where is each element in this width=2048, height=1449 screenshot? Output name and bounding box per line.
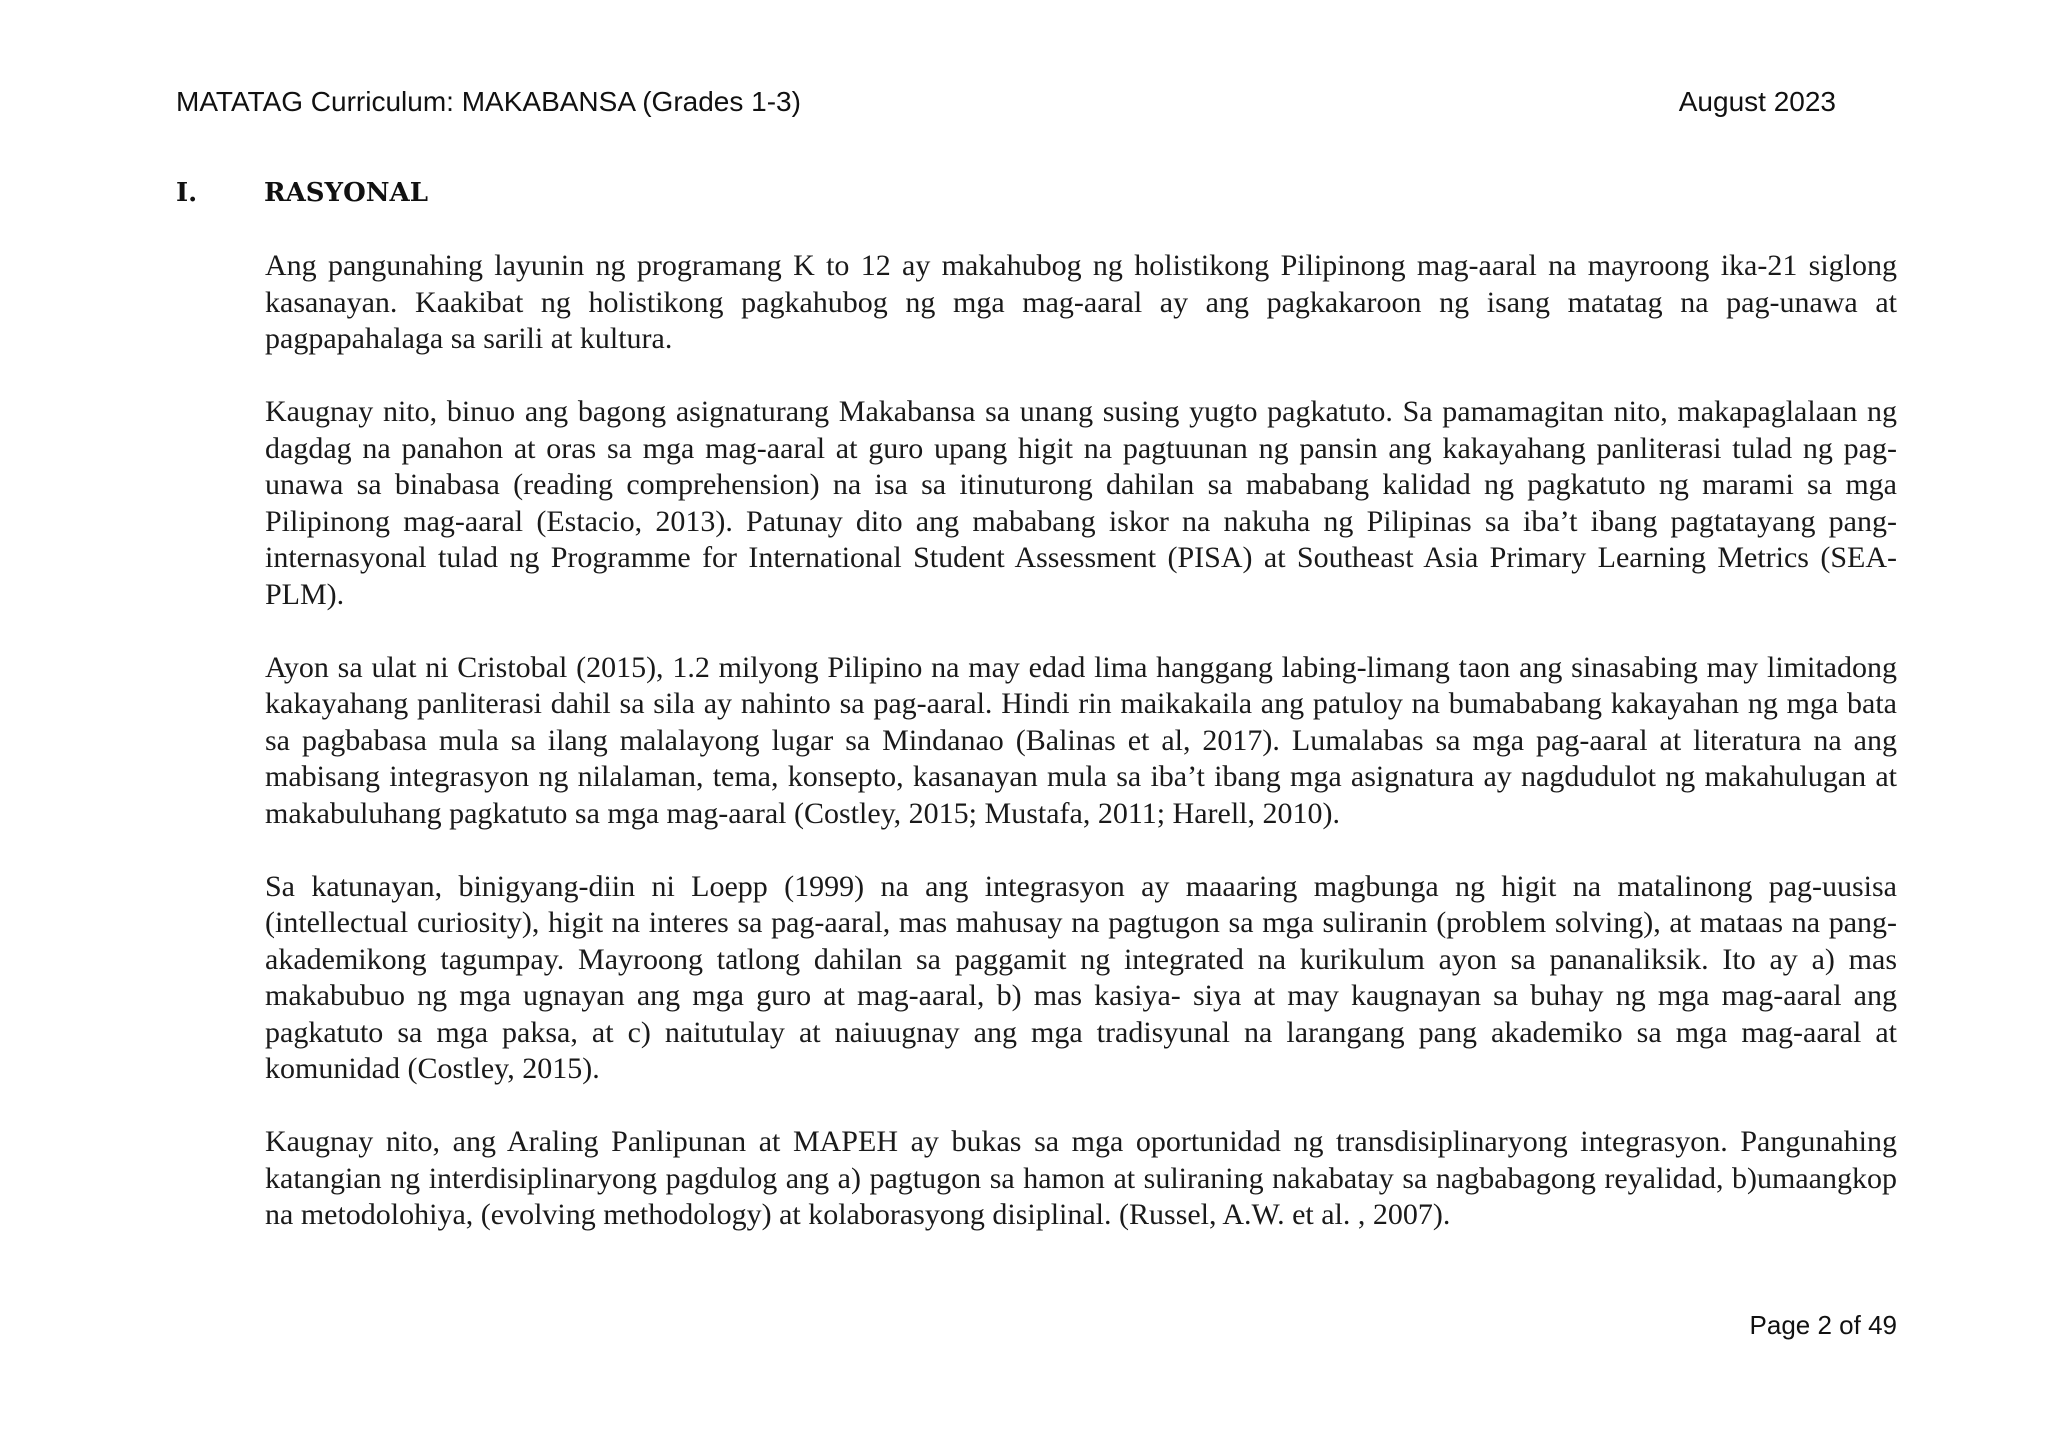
section-heading [176,178,428,208]
paragraph: Sa katunayan, binigyang-diin ni Loepp (1999) na ang integrasyon ay maaaring magbunga ng higit na matalinong pag-uusisa (intellectual curiosity), higit na interes sa pag-aaral, mas mahusay na pagtugon sa mga suliranin (problem solving), at mataas na pang-akademikong tagumpay. Mayroong tatlong dahilan sa paggamit ng integrated na kurikulum ayon sa pananaliksik. Ito ay a) mas makabubuo ng mga ugnayan ang mga guro at mag-aaral, b) mas kasiya- siya at may kaugnayan sa buhay ng mga mag-aaral ang pagkatuto sa mga paksa, at c) naitutulay at naiuugnay ang mga tradisyunal na larangang pang akademiko sa mga mag-aaral at komunidad (Costley, 2015). [265,869,1897,1085]
paragraph: Kaugnay nito, ang Araling Panlipunan at MAPEH ay bukas sa mga oportunidad ng transdisiplinaryong integrasyon. Pangunahing katangian ng interdisiplinaryong pagdulog ang a) pagtugon sa hamon at suliraning nakabatay sa nagbabagong reyalidad, b)umaangkop na metodolohiya, (evolving methodology) at kolaborasyong disiplinal. (Russel, A.W. et al. , 2007). [265,1125,1897,1231]
section-number: I. [176,178,198,208]
paragraph: Kaugnay nito, binuo ang bagong asignaturang Makabansa sa unang susing yugto pagkatuto. Sa pamamagitan nito, makapaglalaan ng dagdag na panahon at oras sa mga mag-aaral at guro upang higit na pagtuunan ng pansin ang kakayahang panliterasi tulad ng pag-unawa sa binabasa (reading comprehension) na isa sa itinuturong dahilan sa mababang kalidad ng pagkatuto ng marami sa mga Pilipinong mag-aaral (Estacio, 2013). Patunay dito ang mababang iskor na nakuha ng Pilipinas sa iba’t ibang pagtatayang pang-internasyonal tulad ng Programme for International Student Assessment (PISA) at Southeast Asia Primary Learning Metrics (SEA-PLM). [265,395,1897,611]
paragraph: Ang pangunahing layunin ng programang K to 12 ay makahubog ng holistikong Pilipinong mag-aaral na mayroong ika-21 siglong kasanayan. Kaakibat ng holistikong pagkahubog ng mga mag-aaral ay ang pagkakaroon ng isang matatag na pag-unawa at pagpapahalaga sa sarili at kultura. [265,249,1897,355]
section-title: RASYONAL [264,178,428,208]
paragraph: Ayon sa ulat ni Cristobal (2015), 1.2 milyong Pilipino na may edad lima hanggang labing-limang taon ang sinasabing may limitadong kakayahang panliterasi dahil sa sila ay nahinto sa pag-aaral. Hindi rin maikakaila ang patuloy na bumababang kakayahan ng mga bata sa pagbabasa mula sa ilang malalayong lugar sa Mindanao (Balinas et al, 2017). Lumalabas sa mga pag-aaral at literatura na ang mabisang integrasyon ng nilalaman, tema, konsepto, kasanayan mula sa iba’t ibang mga asignatura ay nagdudulot ng makahulugan at makabuluhang pagkatuto sa mga mag-aaral (Costley, 2015; Mustafa, 2011; Harell, 2010). [265,650,1897,830]
header-date: August 2023 [1678,86,1836,117]
section-body [265,248,1897,1234]
header-title: MATATAG Curriculum: MAKABANSA (Grades 1-3) [176,86,801,117]
page-header [176,86,1836,126]
page-number: Page 2 of 49 [1749,1310,1897,1340]
